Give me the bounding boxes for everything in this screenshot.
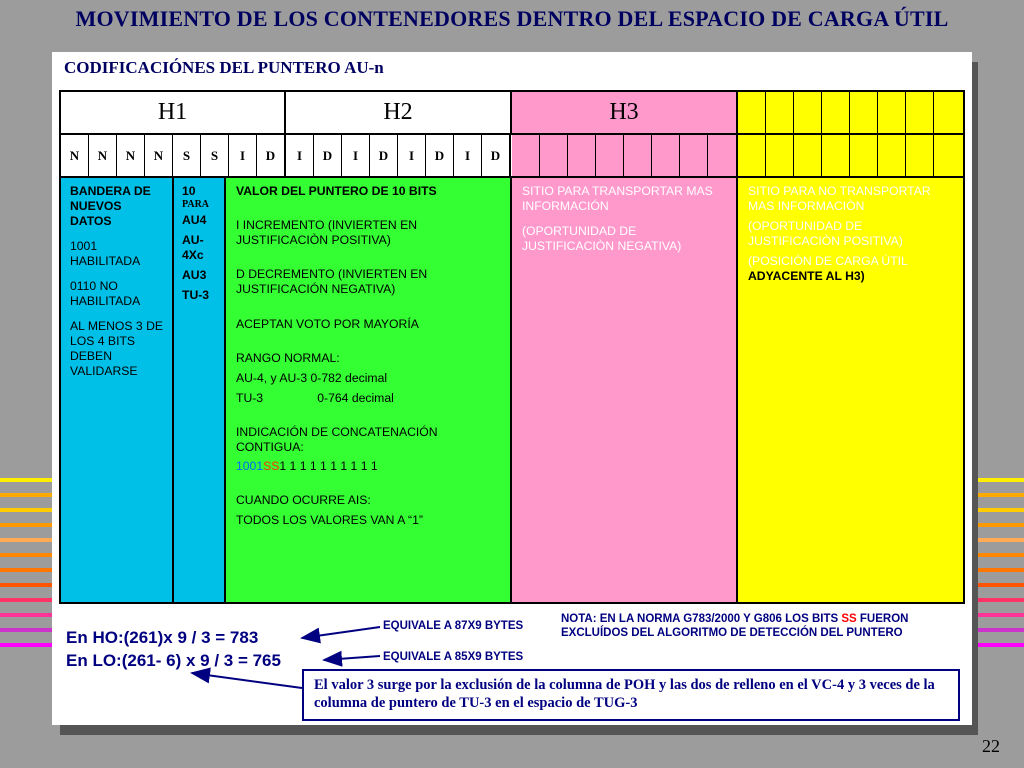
bit-cell: I [454, 135, 482, 176]
adjacent-position-a: (POSICIÓN DE CARGA ÚTIL [748, 254, 908, 268]
range-au: AU-4, y AU-3 0-782 decimal [236, 371, 388, 385]
norm-note-ss: SS [841, 613, 857, 625]
size-value: 10 [182, 184, 196, 198]
range-title: RANGO NORMAL: [236, 351, 340, 365]
explanation-box: El valor 3 surge por la exclusión de la columna de POH y las dos de relleno en el VC-4 y 3 veces de la columna de puntero de TU-3 en el espacio de TUG-3 [302, 669, 960, 721]
flag-validation: AL MENOS 3 DE LOS 4 BITS DEBEN VALIDARSE [70, 319, 164, 378]
equivalence-87: EQUIVALE A 87X9 BYTES [383, 620, 524, 632]
norm-note-line2: EXCLUÍDOS DEL ALGORITMO DE DETECCIÓN DEL PUNTERO [561, 627, 903, 639]
vote-text: ACEPTAN VOTO POR MAYORÍA [236, 317, 419, 331]
bit-cell: D [426, 135, 454, 176]
arrow-ho [302, 627, 380, 638]
norm-note-b: FUERON [856, 613, 909, 625]
bit-cell: I [342, 135, 370, 176]
formula-ho: En HO:(261)x 9 / 3 = 783 [66, 628, 259, 647]
size-au3: AU3 [182, 268, 207, 282]
adjacent-no-transport: SITIO PARA NO TRANSPORTAR MAS INFORMACIÒN [748, 184, 931, 213]
bit-cell: S [201, 135, 229, 176]
h3-negative: (OPORTUNIDAD DE JUSTIFICACIÒN NEGATIVA) [522, 224, 682, 253]
header-h2: H2 [286, 92, 512, 133]
equivalence-85: EQUIVALE A 85X9 BYTES [383, 651, 524, 663]
size-au4: AU4 [182, 213, 207, 227]
bit-cell: I [286, 135, 314, 176]
arrow-lo [324, 656, 380, 660]
code-ss: SS [263, 459, 280, 473]
ais-text: TODOS LOS VALORES VAN A “1” [236, 513, 423, 527]
flag-disabled: 0110 NO HABILITADA [70, 279, 141, 308]
bit-cell: N [89, 135, 117, 176]
bit-cell: N [145, 135, 173, 176]
bit-cell: D [257, 135, 286, 176]
code-ones: 1 1 1 1 1 1 1 1 1 1 [279, 459, 378, 473]
norm-note-a: NOTA: EN LA NORMA G783/2000 Y G806 LOS BITS [561, 613, 842, 625]
size-au4xc: AU-4Xc [182, 233, 204, 262]
bit-cell: S [173, 135, 201, 176]
subtitle: CODIFICACIÓNES DEL PUNTERO AU-n [64, 58, 384, 77]
slide-title: MOVIMIENTO DE LOS CONTENEDORES DENTRO DEL ESPACIO DE CARGA ÚTIL [75, 6, 949, 31]
page-number: 22 [982, 736, 1000, 756]
bit-cell: N [61, 135, 89, 176]
decrement-text: D DECREMENTO (INVIERTEN EN JUSTIFICACIÓN NEGATIVA) [236, 267, 428, 296]
increment-text: I INCREMENTO (INVIERTEN EN JUSTIFICACIÒN POSITIVA) [236, 218, 418, 247]
arrow-explanation [192, 673, 302, 688]
bit-cell: I [229, 135, 257, 176]
formula-lo: En LO:(261- 6) x 9 / 3 = 765 [66, 651, 281, 670]
ais-title: CUANDO OCURRE AIS: [236, 493, 371, 507]
flag-title: BANDERA DE NUEVOS DATOS [70, 184, 151, 228]
size-para: PARA [182, 199, 210, 210]
range-tu: TU-3 0-764 decimal [236, 391, 394, 405]
concatenation-text: INDICACIÓN DE CONCATENACIÓN CONTIGUA: [236, 425, 438, 454]
h3-transport: SITIO PARA TRANSPORTAR MAS INFORMACIÓN [522, 184, 713, 213]
header-h3: H3 [512, 92, 738, 133]
bit-cell: D [370, 135, 398, 176]
size-tu3: TU-3 [182, 288, 210, 302]
adjacent-position-b: ADYACENTE AL H3) [748, 269, 865, 283]
bit-cell: D [482, 135, 511, 176]
bit-cell: D [314, 135, 342, 176]
bit-cell: N [117, 135, 145, 176]
bit-cell: I [398, 135, 426, 176]
pointer-value-title: VALOR DEL PUNTERO DE 10 BITS [236, 184, 437, 198]
flag-enabled: 1001 HABILITADA [70, 239, 141, 268]
adjacent-positive: (OPORTUNIDAD DE JUSTIFICACIÒN POSITIVA) [748, 219, 903, 248]
code-prefix: 1001 [236, 459, 264, 473]
header-h1: H1 [61, 92, 286, 133]
